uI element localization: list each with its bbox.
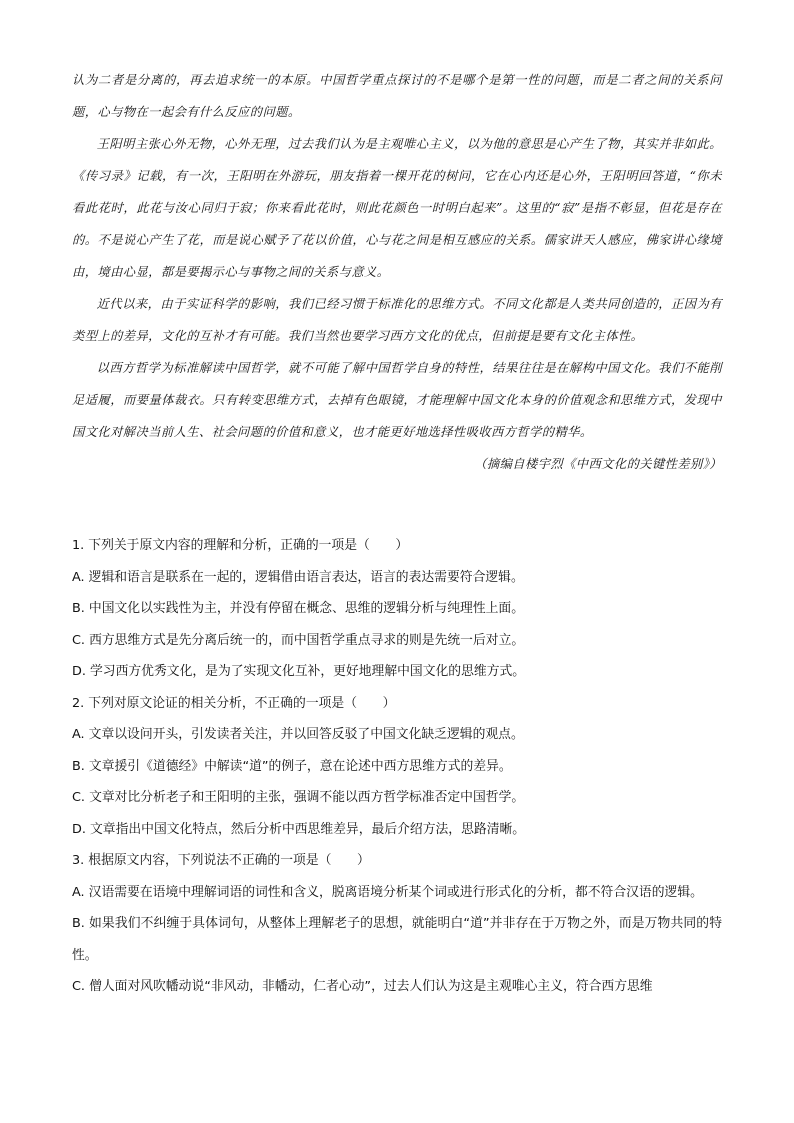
passage-paragraph: 王阳明主张心外无物，心外无理，过去我们认为是主观唯心主义，以为他的意思是心产生了物，其实并非如此。《传习录》记载，有一次，王阳明在外游玩，朋友指着一棵开花的树问，它在心内还是心外，王阳明回答道，“你未看此花时，此花与汝心同归于寂；你来看此花时，则此花颜色一时明白起来”。这里的“寂”是指不彰显，但花是存在的。不是说心产生了花，而是说心赋予了花以价值，心与花之间是相互感应的关系。儒家讲天人感应，佛家讲心缘境由，境由心显，都是要揭示心与事物之间的关系与意义。 [72, 137, 722, 279]
answer-option-d: D. 文章指出中国文化特点，然后分析中西思维差异，最后介绍方法，思路清晰。 [72, 821, 526, 837]
answer-option-b: B. 中国文化以实践性为主，并没有停留在概念、思维的逻辑分析与纯理性上面。 [72, 601, 525, 616]
answer-option-c: C. 僧人面对风吹幡动说“非风动，非幡动，仁者心动”，过去人们认为这是主观唯心主义，符合西方思维 [72, 979, 653, 994]
question-1 [72, 530, 722, 688]
answer-option-c: C. 西方思维方式是先分离后统一的，而中国哲学重点寻求的则是先统一后对立。 [72, 632, 525, 648]
passage-paragraph: 近代以来，由于实证科学的影响，我们已经习惯于标准化的思维方式。不同文化都是人类共同创造的，正因为有类型上的差异，文化的互补才有可能。我们当然也要学习西方文化的优点，但前提是要有文化主体性。 [72, 297, 722, 343]
answer-option-b: B. 文章援引《道德经》中解读“道”的例子，意在论述中西方思维方式的差异。 [72, 758, 512, 774]
passage-source-citation: （摘编自楼宇烈《中西文化的关键性差别》） [474, 457, 722, 471]
answer-option-a: A. 文章以设问开头，引发读者关注，并以回答反驳了中国文化缺乏逻辑的观点。 [72, 727, 524, 742]
question-2 [72, 688, 722, 846]
passage-paragraph: 以西方哲学为标准解读中国哲学，就不可能了解中国哲学自身的特性，结果往往是在解构中国文化。我们不能削足适履，而要量体裁衣。只有转变思维方式，去掉有色眼镜，才能理解中国文化本身的价值观念和思维方式，发现中国文化对解决当前人生、社会问题的价值和意义，也才能更好地选择性吸收西方哲学的精华。 [72, 361, 722, 439]
passage-paragraph: 认为二者是分离的，再去追求统一的本原。中国哲学重点探讨的不是哪个是第一性的问题，而是二者之间的关系问题，心与物在一起会有什么反应的问题。 [72, 73, 722, 119]
question-3 [72, 845, 722, 1003]
question-list [72, 530, 722, 1003]
answer-option-a: A. 汉语需要在语境中理解词语的词性和含义，脱离语境分析某个词或进行形式化的分析，都不符合汉语的逻辑。 [72, 884, 703, 900]
answer-option-c: C. 文章对比分析老子和王阳明的主张，强调不能以西方哲学标准否定中国哲学。 [72, 790, 525, 805]
answer-option-d: D. 学习西方优秀文化，是为了实现文化互补，更好地理解中国文化的思维方式。 [72, 664, 526, 679]
question-stem: 1. 下列关于原文内容的理解和分析，正确的一项是（ ） [72, 538, 409, 553]
question-stem: 2. 下列对原文论证的相关分析，不正确的一项是（ ） [72, 695, 396, 711]
answer-option-b: B. 如果我们不纠缠于具体词句，从整体上理解老子的思想，就能明白“道”并非存在于万物之外，而是万物共同的特性。 [72, 916, 722, 963]
answer-option-a: A. 逻辑和语言是联系在一起的，逻辑借由语言表达，语言的表达需要符合逻辑。 [72, 569, 524, 585]
question-stem: 3. 根据原文内容，下列说法不正确的一项是（ ） [72, 853, 370, 868]
reading-passage [72, 64, 722, 480]
